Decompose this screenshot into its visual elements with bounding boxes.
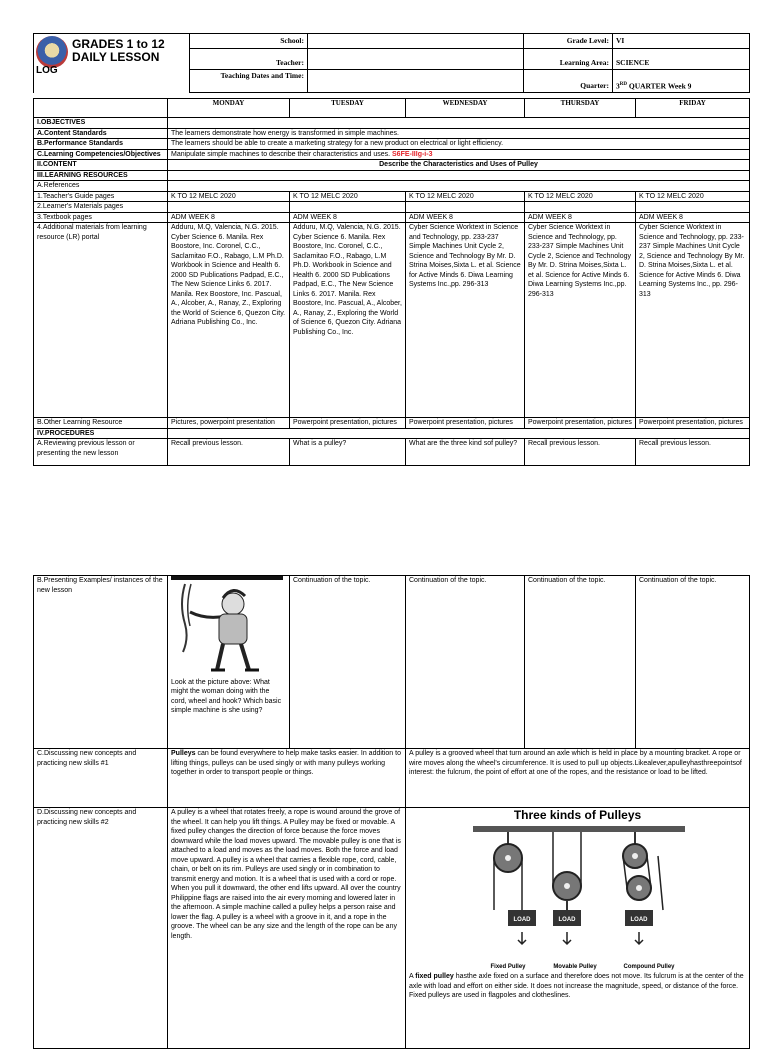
- lesson-title: Describe the Characteristics and Uses of Pulley: [168, 160, 750, 171]
- deped-logo-cell: [34, 34, 190, 93]
- quarter-value[interactable]: 3RD QUARTER Week 9: [613, 70, 750, 93]
- review-cell: What is a pulley?: [290, 439, 406, 466]
- tg-cell: K TO 12 MELC 2020: [290, 191, 406, 202]
- tb-cell: ADM WEEK 8: [290, 212, 406, 223]
- other-cell: Powerpoint presentation, pictures: [525, 418, 636, 429]
- tb-cell: ADM WEEK 8: [168, 212, 290, 223]
- performance-standards-label: B.Performance Standards: [34, 139, 168, 150]
- three-pulleys-diagram: [463, 822, 693, 972]
- school-label: School:: [190, 34, 308, 49]
- content-standards-label: A.Content Standards: [34, 128, 168, 139]
- school-field[interactable]: [308, 34, 524, 49]
- brand-line-3: LOG: [36, 65, 58, 76]
- caption-compound-pulley: Compound Pulley: [623, 964, 674, 970]
- tg-cell: K TO 12 MELC 2020: [636, 191, 750, 202]
- other-cell: Pictures, powerpoint presentation: [168, 418, 290, 429]
- quarter-label: Quarter:: [524, 70, 613, 93]
- discussing-1-label: C.Discussing new concepts and practicing new skills #1: [34, 749, 168, 808]
- discussing-1-left: Pulleys can be found everywhere to help make tasks easier. In addition to lifting things, pulleys can be used singly or with many pulleys working together in order to transport people or things.: [168, 749, 406, 808]
- other-resource-label: B.Other Learning Resource: [34, 418, 168, 429]
- review-cell: Recall previous lesson.: [168, 439, 290, 466]
- day-header-friday: FRIDAY: [636, 99, 750, 118]
- competencies-label: C.Learning Competencies/Objectives: [34, 149, 168, 160]
- presenting-monday-cell: [168, 576, 290, 749]
- lesson-table: [33, 98, 750, 466]
- presenting-examples-label: B.Presenting Examples/ instances of the new lesson: [34, 576, 168, 749]
- day-header-tuesday: TUESDAY: [290, 99, 406, 118]
- dates-field[interactable]: [308, 70, 524, 93]
- presenting-cell: Continuation of the topic.: [636, 576, 750, 749]
- day-header-monday: MONDAY: [168, 99, 290, 118]
- discussing-1-right: A pulley is a grooved wheel that turn around an axle which is held in place by a mounting bracket. A rope or wire moves along the wheel's circumference. It is used to pull up objects.Likealever,apulleyhasthreepointsof interest: the fulcrum, the point of effort at one of the ropes, and the resistance or load to be lifted.: [406, 749, 750, 808]
- additional-materials-label: 4.Additional materials from learning resource (LR) portal: [34, 223, 168, 418]
- performance-standards-text: The learners should be able to create a marketing strategy for a new product on electrical or light efficiency.: [168, 139, 750, 150]
- teachers-guide-label: 1.Teacher's Guide pages: [34, 191, 168, 202]
- dates-label: Teaching Dates and Time:: [190, 70, 308, 93]
- area-value[interactable]: SCIENCE: [613, 49, 750, 70]
- additional-cell: Adduru, M.Q, Valencia, N.G. 2015. Cyber Science 6. Manila. Rex Boostore, Inc. Coronel, C.C., Saclamitao F.O., Rabago, L.M Ph.D. Workbook in Science and Health 6. 2000 SD Publications Padpad, E.C., The New Science Links 6. 2017. Manila. Rex Boostore, Inc. Pascual, A., Alcober, A., Ranay, Z., Exploring the World of Science 6, Quezon City. Adriana Publishing Co., Inc.: [168, 223, 290, 418]
- content-standards-text: The learners demonstrate how energy is transformed in simple machines.: [168, 128, 750, 139]
- teacher-label: Teacher:: [190, 49, 308, 70]
- other-cell: Powerpoint presentation, pictures: [406, 418, 525, 429]
- reviewing-label: A.Reviewing previous lesson or presenting the new lesson: [34, 439, 168, 466]
- teacher-field[interactable]: [308, 49, 524, 70]
- objectives-heading: I.OBJECTIVES: [34, 118, 168, 129]
- tg-cell: K TO 12 MELC 2020: [525, 191, 636, 202]
- caption-fixed-pulley: Fixed Pulley: [489, 964, 526, 970]
- caption-movable-pulley: Movable Pulley: [552, 964, 597, 970]
- tg-cell: K TO 12 MELC 2020: [406, 191, 525, 202]
- additional-cell: Cyber Science Worktext in Science and Technology, pp. 233-237 Simple Machines Unit Cycle 2, Science and Technology By Mr. D. Strina Moises,Sixta L. et al. Science for Active Minds 6. Diwa Learning Systems Inc.,pp. 296-313: [525, 223, 636, 418]
- references-label: A.References: [34, 181, 168, 192]
- presenting-cell: Continuation of the topic.: [406, 576, 525, 749]
- tg-cell: K TO 12 MELC 2020: [168, 191, 290, 202]
- presenting-cell: Continuation of the topic.: [290, 576, 406, 749]
- learning-resources-heading: III.LEARNING RESOURCES: [34, 170, 168, 181]
- woman-pulling-rope-illustration: [171, 576, 283, 674]
- brand-line-2: DAILY LESSON: [72, 50, 160, 64]
- other-cell: Powerpoint presentation, pictures: [290, 418, 406, 429]
- presenting-monday-text: Look at the picture above: What might the woman doing with the cord, wheel and hook? Which basic simple machine is she using?: [171, 678, 282, 714]
- lesson-table-continued: [33, 575, 750, 1049]
- review-cell: Recall previous lesson.: [525, 439, 636, 466]
- grade-value[interactable]: VI: [613, 34, 750, 49]
- additional-cell: Cyber Science Worktext in Science and Technology, pp. 233-237 Simple Machines Unit Cycle 2, Science and Technology By Mr. D. Strina Moises,Sixta L. et al. Science for Active Minds 6. Diwa Learning Systems Inc., pp. 296-313: [636, 223, 750, 418]
- textbook-label: 3.Textbook pages: [34, 212, 168, 223]
- review-cell: Recall previous lesson.: [636, 439, 750, 466]
- day-header-thursday: THURSDAY: [525, 99, 636, 118]
- tb-cell: ADM WEEK 8: [525, 212, 636, 223]
- procedures-heading: IV.PROCEDURES: [34, 428, 168, 439]
- learners-materials-label: 2.Learner's Materials pages: [34, 202, 168, 213]
- discussing-2-left: A pulley is a wheel that rotates freely, a rope is wound around the grove of the wheel. It can help you lift things. A Pulley may be fixed or movable. A fixed pulley changes the direction of force because the force moves downward while the load moves upward. The movable pulley is one that is attached to a load and moves as the load moves. Both the force and load move upward. A pulley is a wheel that carries a flexible rope, cord, cable, chain, or belt on its rim. Pulleys are used singly or in combination to transmit energy and motion. It is a wheel that is used with a cord or rope. When you pull it downward, the other end lifts upward. All over the country Philippine flags are raised into the air every morning and lowered later in the afternoon. A simple machine called a pulley helps a person raise and lower the flag. A pulley is a wheel with a groove in it, and a rope in the groove. The wheel can be any size and the length of the rope can be any length.: [168, 808, 406, 1049]
- header-table: [33, 33, 750, 93]
- discussing-2-label: D.Discussing new concepts and practicing new skills #2: [34, 808, 168, 1049]
- competencies-text: Manipulate simple machines to describe their characteristics and uses. S6FE-IIIg-i-3: [168, 149, 750, 160]
- brand-line-1: GRADES 1 to 12: [72, 37, 165, 51]
- grade-label: Grade Level:: [524, 34, 613, 49]
- competency-code: S6FE-IIIg-i-3: [392, 150, 433, 158]
- additional-cell: Adduru, M.Q, Valencia, N.G. 2015. Cyber Science 6. Manila. Rex Boostore, Inc. Coronel, C.C., Saclamitao F.O., Rabago, L.M Ph.D. Workbook in Science and Health 6. 2000 SD Publications Padpad, E.C., The New Science Links 6. 2017. Manila. Rex Boostore, Inc. Pascual, A., Alcober, A., Ranay, Z., Exploring the World of Science 6, Quezon City. Adriana Publishing Co., Inc.: [290, 223, 406, 418]
- tb-cell: ADM WEEK 8: [406, 212, 525, 223]
- tb-cell: ADM WEEK 8: [636, 212, 750, 223]
- day-header-wednesday: WEDNESDAY: [406, 99, 525, 118]
- load-label: LOAD: [630, 917, 647, 923]
- additional-cell: Cyber Science Worktext in Science and Technology, pp. 233-237 Simple Machines Unit Cycle 2, Science and Technology By Mr. D. Strina Moises,Sixta L. et al. Science for Active Minds 6. Diwa Learning Systems Inc.,pp. 296-313: [406, 223, 525, 418]
- load-label: LOAD: [513, 917, 530, 923]
- pulleys-figure-title: Three kinds of Pulleys: [513, 808, 642, 822]
- presenting-cell: Continuation of the topic.: [525, 576, 636, 749]
- content-heading: II.CONTENT: [34, 160, 168, 171]
- area-label: Learning Area:: [524, 49, 613, 70]
- other-cell: Powerpoint presentation, pictures: [636, 418, 750, 429]
- fixed-pulley-text: A fixed pulley hasthe axle fixed on a surface and therefore does not move. Its fulcrum is at the center of the axle with load and effort on either side. It does not increase the magnitude, speed, or distance of the force. Fixed pulleys are used in flagpoles and clotheslines.: [409, 973, 744, 999]
- review-cell: What are the three kind sof pulley?: [406, 439, 525, 466]
- load-label: LOAD: [558, 917, 575, 923]
- three-kinds-pulleys-cell: [406, 808, 750, 1049]
